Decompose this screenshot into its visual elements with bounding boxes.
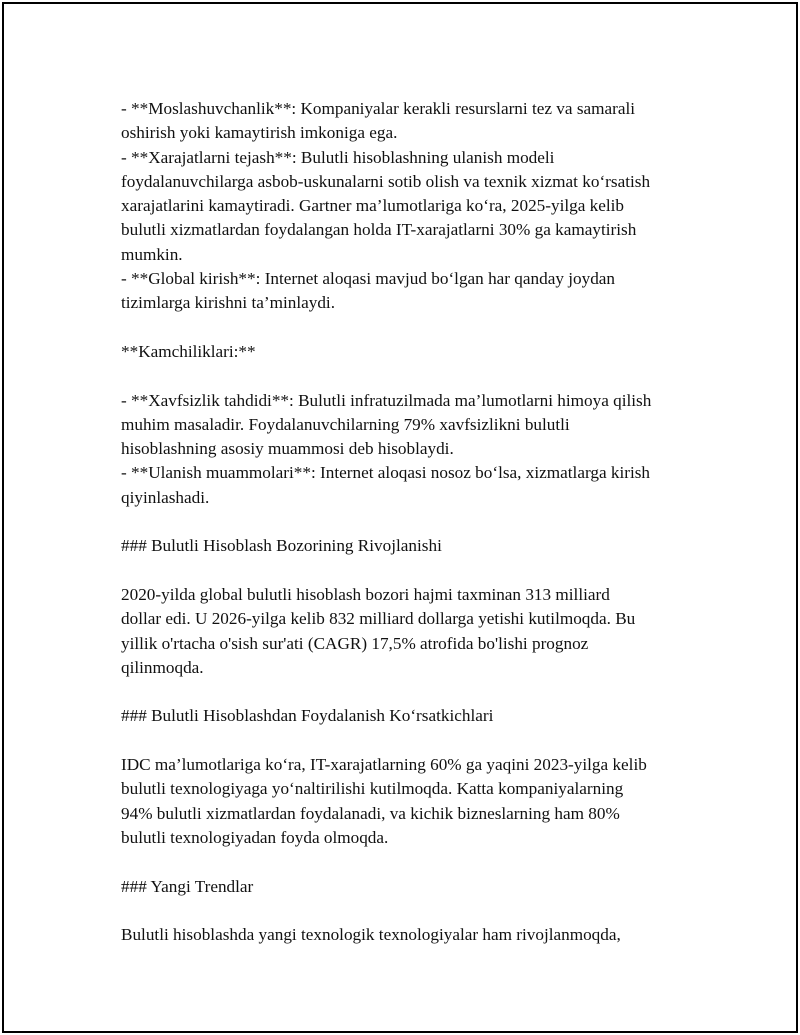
paragraph-gap — [121, 510, 696, 534]
paragraph-gap — [121, 364, 696, 388]
paragraph-gap — [121, 559, 696, 583]
market-growth-paragraph: 2020-yilda global bulutli hisoblash bozori hajmi taxminan 313 milliard dollar edi. U 2026-yilga kelib 832 milliard dollarga yetishi kutilmoqda. Bu yillik o'rtacha o'sish sur'ati (CAGR) 17,5% atrofida bo'lishi prognoz qilinmoqda. — [121, 584, 636, 677]
paragraph-gap — [121, 729, 696, 753]
paragraph-gap — [121, 316, 696, 340]
usage-indicators-heading: ### Bulutli Hisoblashdan Foydalanish Ko‘rsatkichlari — [121, 706, 494, 726]
usage-indicators-paragraph: IDC ma’lumotlariga ko‘ra, IT-xarajatlarning 60% ga yaqini 2023-yilga kelib bulutli texnologiyaga yo‘naltirilishi kutilmoqda. Katta kompaniyalarning 94% bulutli xizmatlardan foydalanadi, va kichik bizneslarning ham 80% bulutli texnologiyadan foyda olmoqda. — [121, 755, 647, 847]
new-trends-paragraph: Bulutli hisoblashda yangi texnologik texnologiyalar ham rivojlanmoqda, — [121, 925, 621, 945]
market-growth-heading: ### Bulutli Hisoblash Bozorining Rivojlanishi — [121, 536, 442, 556]
paragraph-gap — [121, 850, 696, 874]
document-body — [121, 97, 696, 947]
paragraph-gap — [121, 680, 696, 704]
page-frame — [2, 2, 798, 1033]
disadvantages-heading: **Kamchiliklari:** — [121, 341, 256, 361]
paragraph-gap — [121, 899, 696, 923]
new-trends-heading: ### Yangi Trendlar — [121, 876, 254, 896]
advantages-list: - **Moslashuvchanlik**: Kompaniyalar kerakli resurslarni tez va samarali oshirish yoki kamaytirish imkoniga ega. - **Xarajatlarni tejash**: Bulutli hisoblashning ulanish modeli foydalanuvchilarga asbob-uskunalarni sotib olish va texnik xizmat ko‘rsatish xarajatlarini kamaytiradi. Gartner ma’lumotlariga ko‘ra, 2025-yilga kelib bulutli xizmatlardan foydalangan holda IT-xarajatlarni 30% ga kamaytirish mumkin. - **Global kirish**: Internet aloqasi mavjud bo‘lgan har qanday joydan tizimlarga kirishni ta’minlaydi. — [121, 99, 651, 313]
disadvantages-list: - **Xavfsizlik tahdidi**: Bulutli infratuzilmada ma’lumotlarni himoya qilish muhim masaladir. Foydalanuvchilarning 79% xavfsizlikni bulutli hisoblashning asosiy muammosi deb hisoblaydi. - **Ulanish muammolari**: Internet aloqasi nosoz bo‘lsa, xizmatlarga kirish qiyinlashadi. — [121, 390, 652, 507]
